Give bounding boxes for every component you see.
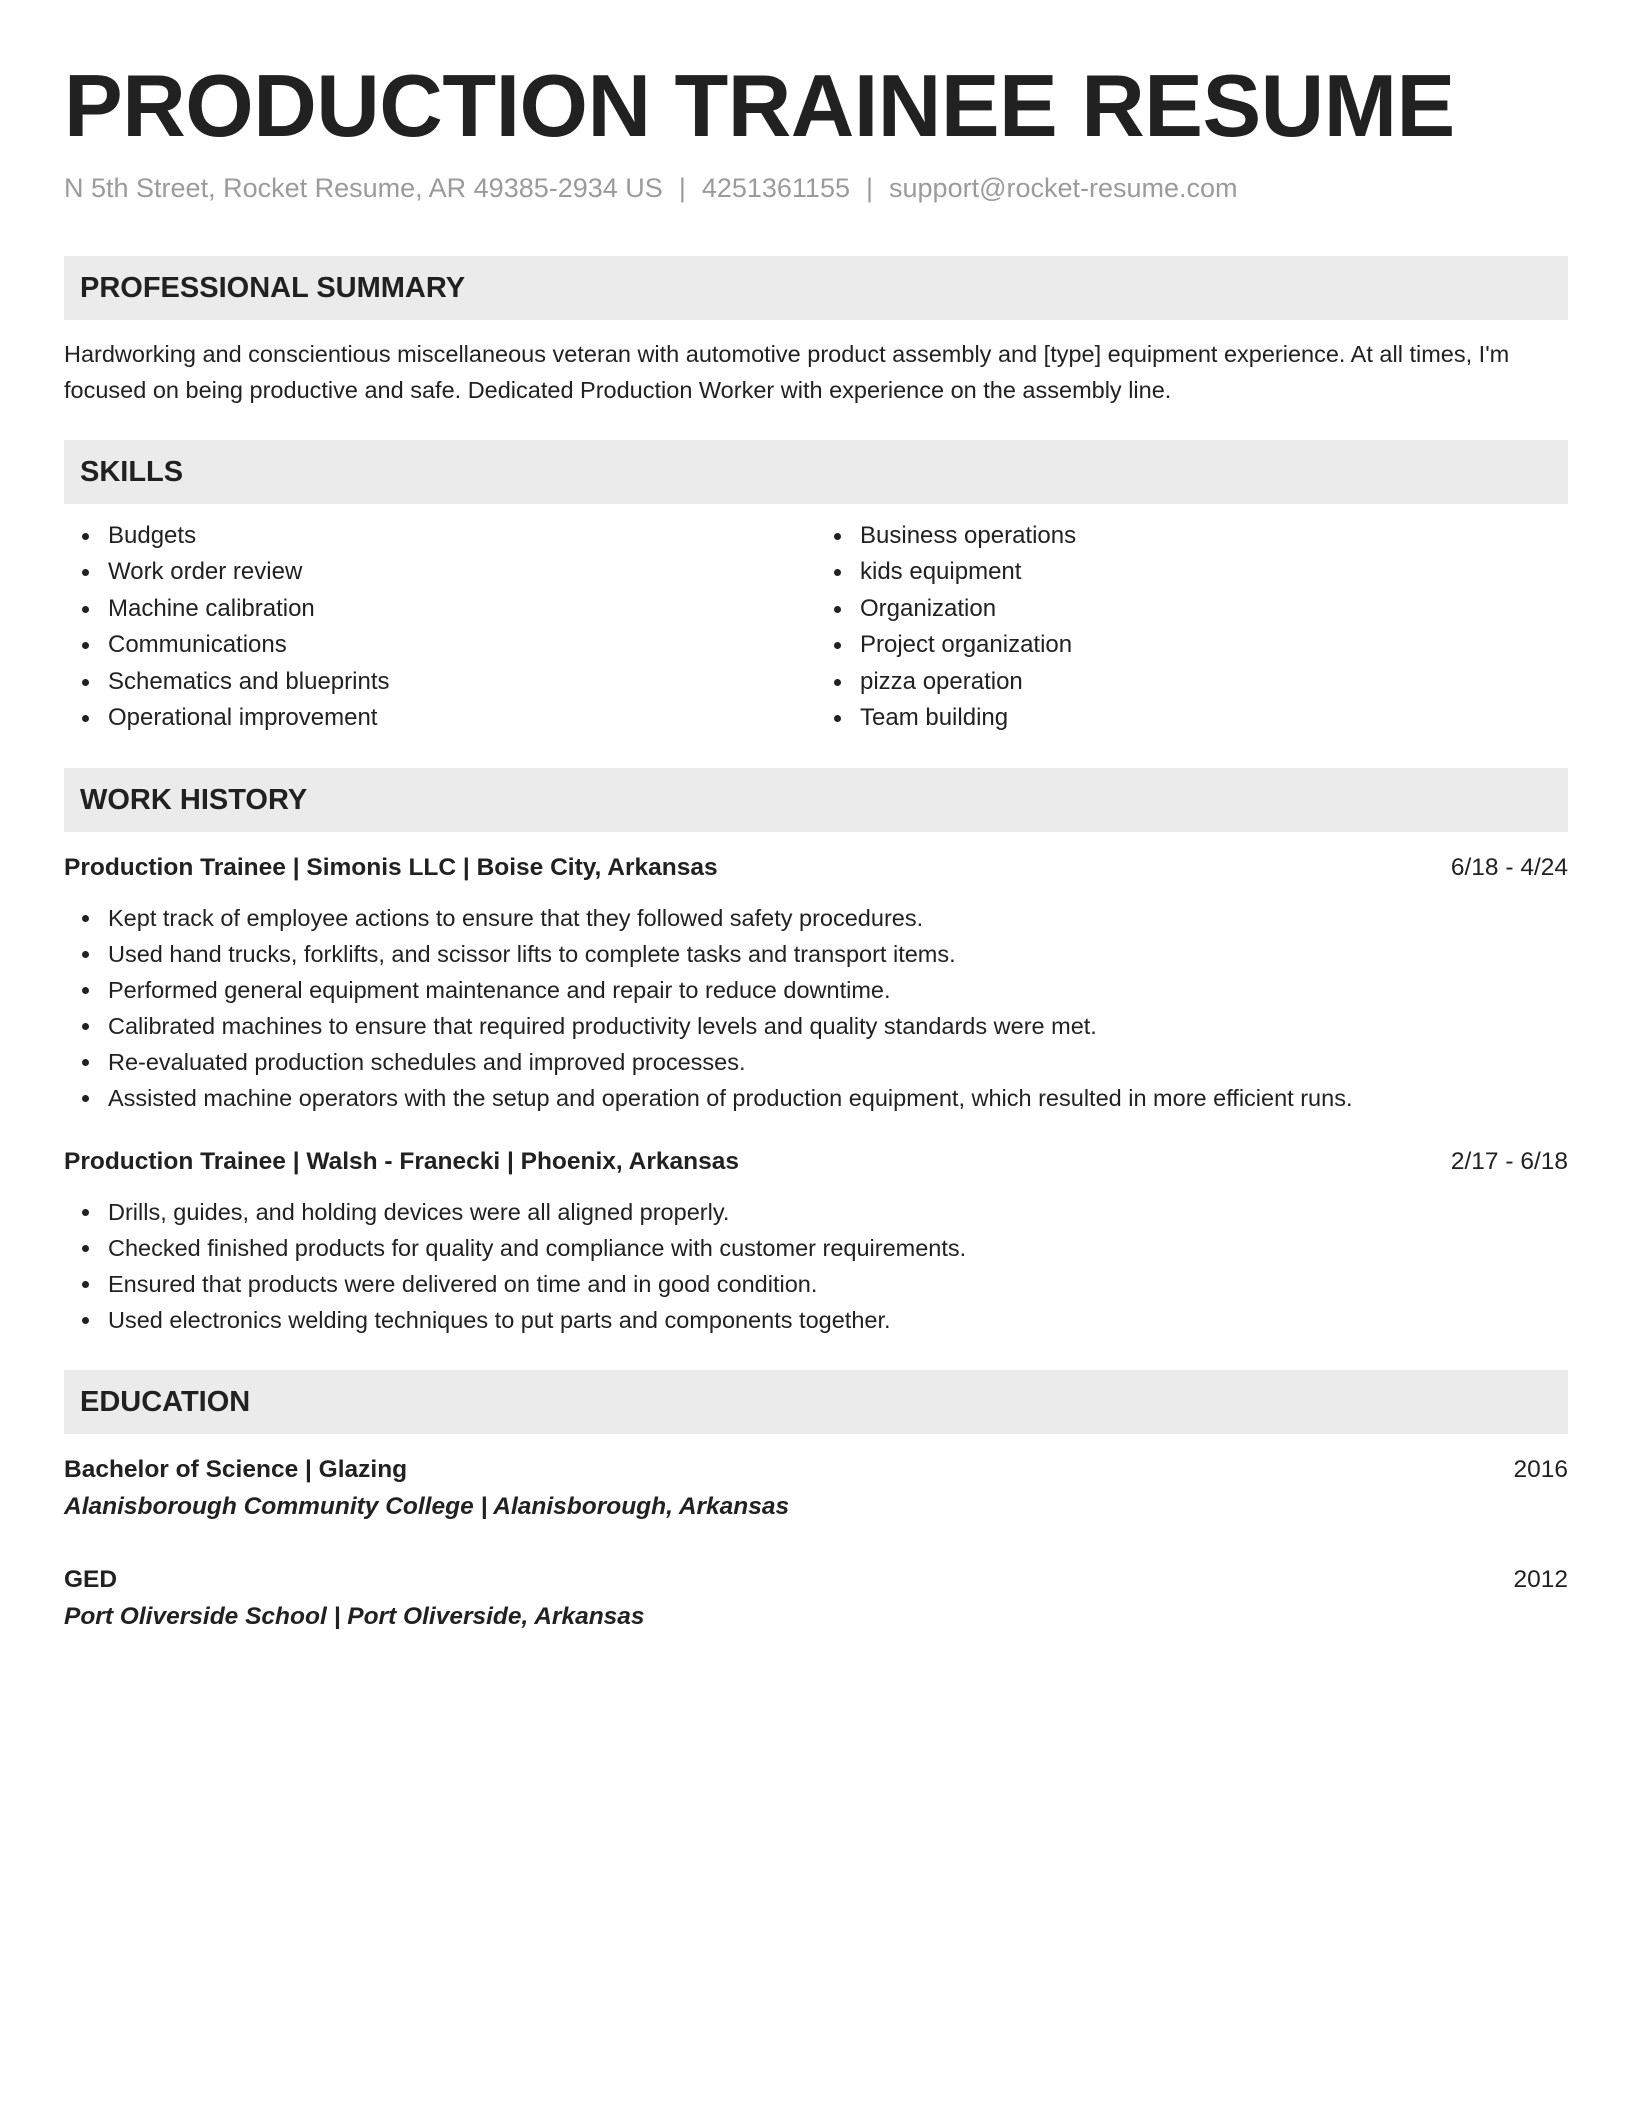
degree: Bachelor of Science | Glazing: [64, 1456, 408, 1484]
skill-item: Communications: [108, 627, 816, 663]
section-heading-education: EDUCATION: [64, 1370, 1568, 1434]
job-title: Production Trainee | Simonis LLC | Boise City, Arkansas: [64, 854, 718, 882]
skill-item: kids equipment: [860, 554, 1568, 590]
skills-column-right: [816, 518, 1568, 736]
job-bullets: [64, 900, 1568, 1116]
job-bullet: Drills, guides, and holding devices were all aligned properly.: [108, 1194, 1568, 1230]
job-bullet: Ensured that products were delivered on time and in good condition.: [108, 1266, 1568, 1302]
section-heading-skills: SKILLS: [64, 440, 1568, 504]
resume-title: PRODUCTION TRAINEE RESUME: [64, 56, 1455, 155]
contact-separator: |: [866, 173, 874, 203]
job-title: Production Trainee | Walsh - Franecki | Phoenix, Arkansas: [64, 1148, 739, 1176]
job-header: [64, 1144, 1568, 1180]
school: Port Oliverside School | Port Oliverside, Arkansas: [64, 1603, 645, 1631]
skill-item: pizza operation: [860, 664, 1568, 700]
skill-item: Operational improvement: [108, 700, 816, 736]
school: Alanisborough Community College | Alanisborough, Arkansas: [64, 1493, 790, 1521]
section-heading-work-history: WORK HISTORY: [64, 768, 1568, 832]
section-heading-summary: PROFESSIONAL SUMMARY: [64, 256, 1568, 320]
email: support@rocket-resume.com: [889, 173, 1238, 203]
skill-item: Schematics and blueprints: [108, 664, 816, 700]
contact-separator: |: [678, 173, 686, 203]
address: N 5th Street, Rocket Resume, AR 49385-2934 US: [64, 173, 663, 203]
job-bullet: Re-evaluated production schedules and improved processes.: [108, 1044, 1568, 1080]
job-bullet: Assisted machine operators with the setup and operation of production equipment, which resulted in more efficient runs.: [108, 1080, 1568, 1116]
education-header: [64, 1562, 1568, 1598]
skill-item: Team building: [860, 700, 1568, 736]
job-bullet: Kept track of employee actions to ensure that they followed safety procedures.: [108, 900, 1568, 936]
education-entry: [64, 1452, 1568, 1526]
job-bullet: Calibrated machines to ensure that required productivity levels and quality standards were met.: [108, 1008, 1568, 1044]
summary-text: Hardworking and conscientious miscellaneous veteran with automotive product assembly and [type] equipment experience. At all times, I'm focused on being productive and safe. Dedicated Production Worker with experience on the assembly line.: [64, 341, 1510, 403]
skill-item: Business operations: [860, 518, 1568, 554]
job-entry: [64, 850, 1568, 1116]
job-dates: 6/18 - 4/24: [1450, 854, 1568, 882]
job-bullet: Checked finished products for quality and compliance with customer requirements.: [108, 1230, 1568, 1266]
job-bullet: Used hand trucks, forklifts, and scissor lifts to complete tasks and transport items.: [108, 936, 1568, 972]
degree: GED: [64, 1566, 118, 1594]
skill-item: Machine calibration: [108, 591, 816, 627]
job-bullet: Used electronics welding techniques to put parts and components together.: [108, 1302, 1568, 1338]
skill-item: Project organization: [860, 627, 1568, 663]
contact-line: [64, 170, 1568, 206]
job-entry: [64, 1144, 1568, 1338]
education-header: [64, 1452, 1568, 1488]
skill-item: Work order review: [108, 554, 816, 590]
education-year: 2016: [1513, 1456, 1568, 1484]
job-bullet: Performed general equipment maintenance and repair to reduce downtime.: [108, 972, 1568, 1008]
skills-list: [64, 518, 1568, 736]
phone: 4251361155: [701, 173, 850, 203]
skills-column-left: [64, 518, 816, 736]
skill-item: Budgets: [108, 518, 816, 554]
job-dates: 2/17 - 6/18: [1450, 1148, 1568, 1176]
education-entry: [64, 1562, 1568, 1636]
skill-item: Organization: [860, 591, 1568, 627]
education-year: 2012: [1513, 1566, 1568, 1594]
job-header: [64, 850, 1568, 886]
job-bullets: [64, 1194, 1568, 1338]
